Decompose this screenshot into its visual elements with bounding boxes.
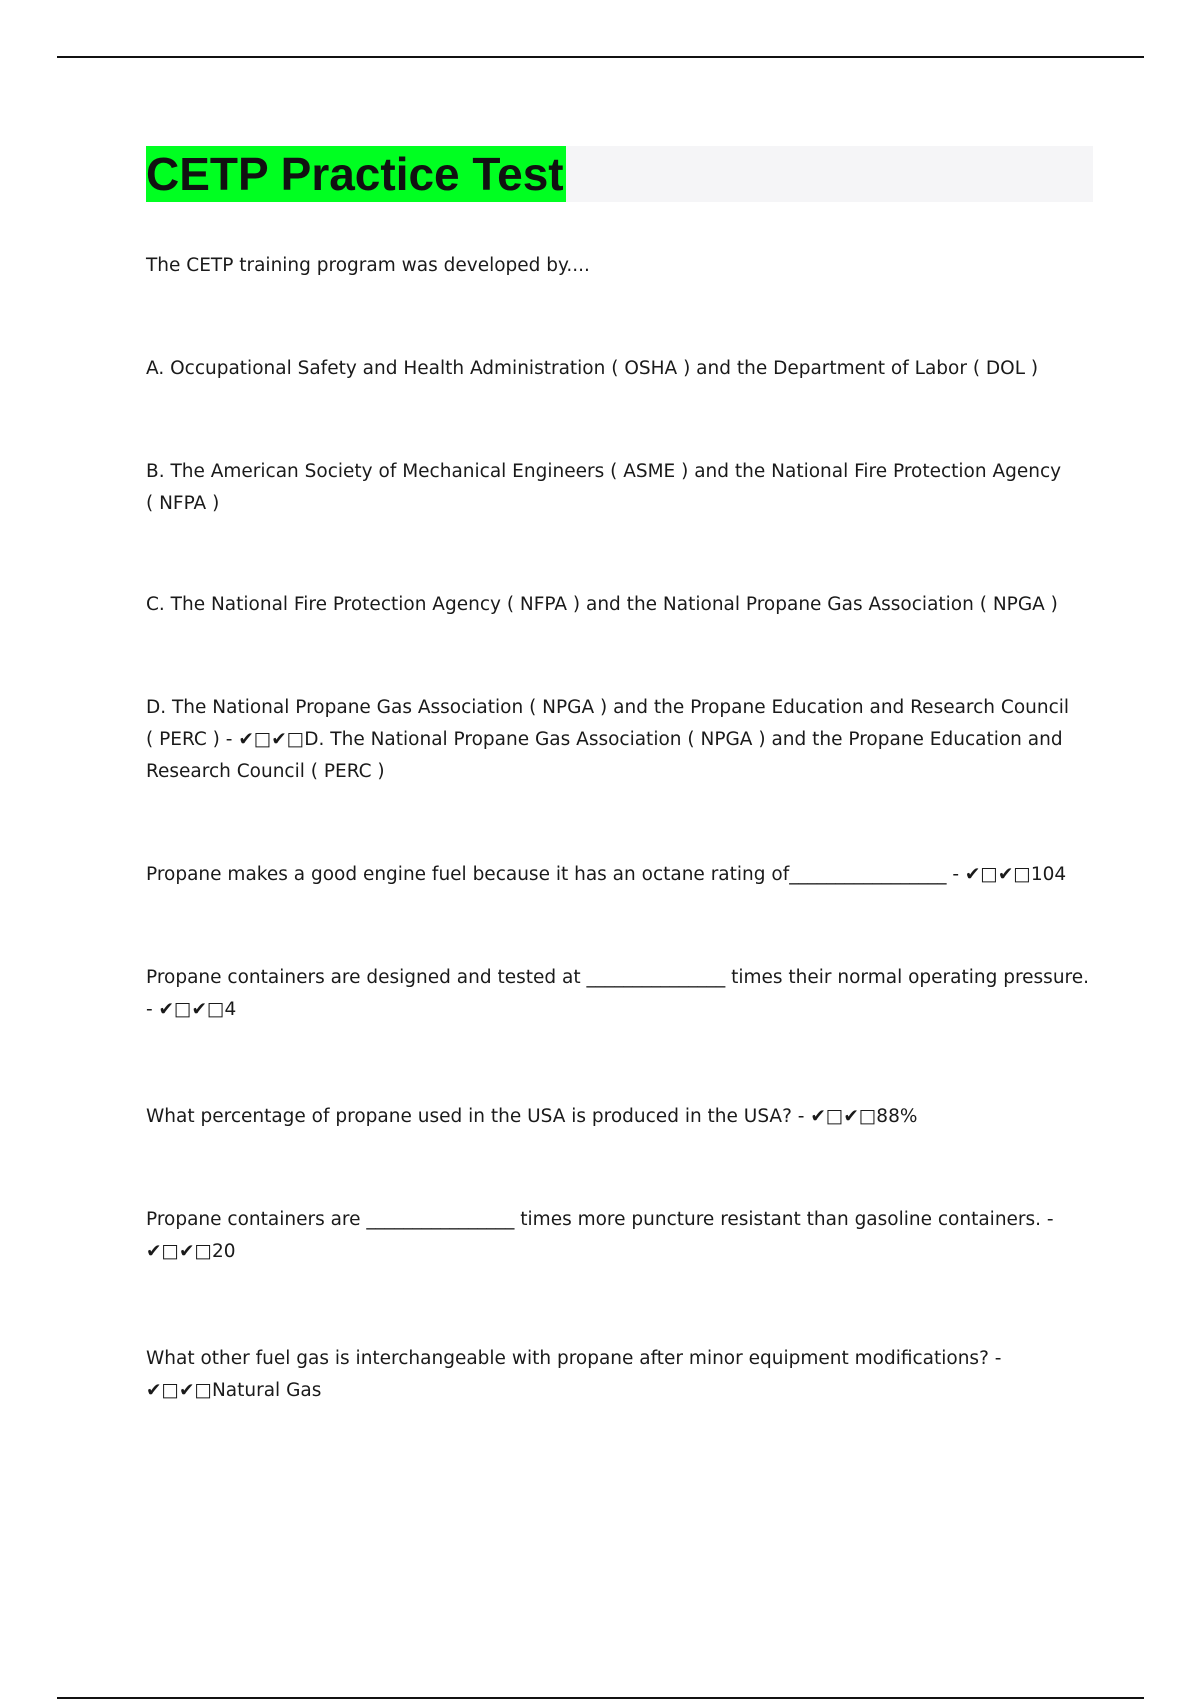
question-octane: Propane makes a good engine fuel because it has an octane rating of_________________ - ✔□✔□104 xyxy=(146,864,1067,885)
answer-option-c: C. The National Fire Protection Agency ( NFPA ) and the National Propane Gas Association ( NPGA ) xyxy=(146,594,1058,615)
question-fuel-gas: What other fuel gas is interchangeable with propane after minor equipment modifications? - ✔□✔□Natural Gas xyxy=(146,1348,1002,1401)
footer-rule xyxy=(57,1697,1144,1699)
question-usa-production: What percentage of propane used in the USA is produced in the USA? - ✔□✔□88% xyxy=(146,1106,918,1127)
question-test-pressure: Propane containers are designed and tested at _______________ times their normal operating pressure. - ✔□✔□4 xyxy=(146,967,1090,1020)
answer-option-d: D. The National Propane Gas Association ( NPGA ) and the Propane Education and Research Council ( PERC ) - ✔□✔□D. The National Propane Gas Association ( NPGA ) and the Propane Education and Research Council ( PERC ) xyxy=(146,697,1070,782)
question-text: The CETP training program was developed by.... xyxy=(146,255,590,276)
page-title: CETP Practice Test xyxy=(146,148,564,200)
header-rule xyxy=(57,56,1144,58)
answer-option-a: A. Occupational Safety and Health Administration ( OSHA ) and the Department of Labor ( DOL ) xyxy=(146,358,1039,379)
answer-option-b: B. The American Society of Mechanical Engineers ( ASME ) and the National Fire Protection Agency ( NFPA ) xyxy=(146,461,1062,514)
question-puncture-resistance: Propane containers are ________________ times more puncture resistant than gasoline containers. - ✔□✔□20 xyxy=(146,1209,1054,1262)
